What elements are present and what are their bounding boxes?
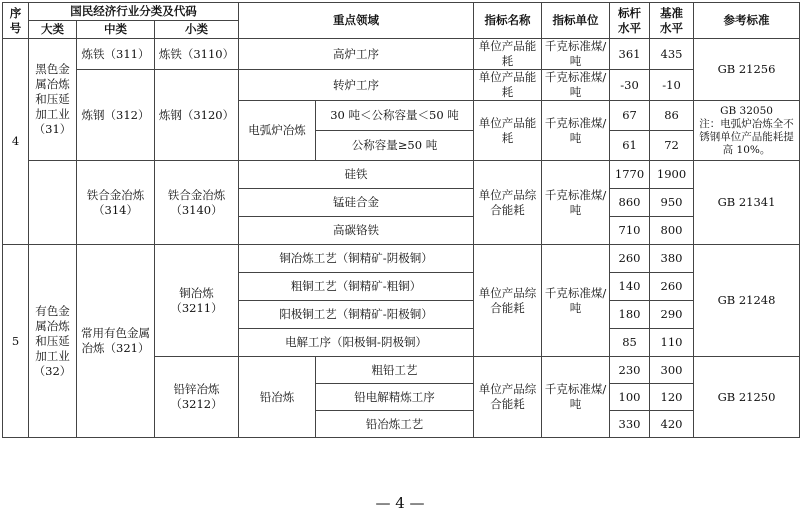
- header-baseline: [650, 3, 694, 39]
- header-indicator: 指标名称: [474, 3, 542, 39]
- baseline-cell: 950: [650, 189, 694, 217]
- benchmark-cell: 67: [610, 101, 650, 131]
- baseline-cell: 72: [650, 131, 694, 161]
- minor-cell: 铅锌冶炼（3212）: [155, 357, 239, 438]
- reference-cell: GB 21250: [694, 357, 800, 438]
- unit-cell: 千克标准煤/吨: [542, 357, 610, 438]
- reference-cell: GB 21248: [694, 245, 800, 357]
- benchmark-cell: 330: [610, 411, 650, 438]
- baseline-cell: -10: [650, 70, 694, 101]
- baseline-cell: 420: [650, 411, 694, 438]
- header-major: 大类: [29, 21, 77, 39]
- table-row: [3, 161, 800, 189]
- header-benchmark-line2: 水平: [618, 20, 642, 35]
- field-cell: 高碳铬铁: [239, 217, 474, 245]
- indicator-cell: 单位产品综合能耗: [474, 245, 542, 357]
- unit-cell: 千克标准煤/吨: [542, 39, 610, 70]
- baseline-cell: 800: [650, 217, 694, 245]
- major-cell-empty: [29, 161, 77, 245]
- header-benchmark-line1: 标杆: [618, 5, 642, 20]
- field-cell: 粗铜工艺（铜精矿-粗铜）: [239, 273, 474, 301]
- header-minor: 小类: [155, 21, 239, 39]
- unit-cell: 千克标准煤/吨: [542, 70, 610, 101]
- field-cell: 铅冶炼: [239, 357, 316, 438]
- header-benchmark: [610, 3, 650, 39]
- baseline-cell: 1900: [650, 161, 694, 189]
- reference-note: 注：电弧炉冶炼全不锈钢单位产品能耗提高 10%。: [699, 117, 794, 156]
- indicator-cell: 单位产品综合能耗: [474, 357, 542, 438]
- minor-cell: 铁合金冶炼（3140）: [155, 161, 239, 245]
- benchmark-cell: 230: [610, 357, 650, 384]
- field-cell: 阳极铜工艺（铜精矿-阳极铜）: [239, 301, 474, 329]
- energy-benchmark-table: [2, 2, 800, 438]
- middle-cell: 铁合金冶炼（314）: [77, 161, 155, 245]
- header-seq: [3, 3, 29, 39]
- indicator-cell: 单位产品能耗: [474, 39, 542, 70]
- baseline-cell: 86: [650, 101, 694, 131]
- reference-cell: [694, 101, 800, 161]
- header-seq-line1: 序: [9, 5, 22, 20]
- baseline-cell: 260: [650, 273, 694, 301]
- benchmark-cell: 860: [610, 189, 650, 217]
- middle-cell: 炼铁（311）: [77, 39, 155, 70]
- reference-cell: GB 21341: [694, 161, 800, 245]
- unit-cell: 千克标准煤/吨: [542, 245, 610, 357]
- benchmark-cell: 180: [610, 301, 650, 329]
- header-row-top: [3, 3, 800, 21]
- header-seq-line2: 号: [9, 20, 22, 35]
- field-subcell: 铅电解精炼工序: [316, 384, 474, 411]
- middle-cell: 常用有色金属冶炼（321）: [77, 245, 155, 438]
- header-baseline-line1: 基准: [660, 5, 684, 20]
- baseline-cell: 300: [650, 357, 694, 384]
- indicator-cell: 单位产品能耗: [474, 70, 542, 101]
- header-baseline-line2: 水平: [660, 20, 684, 35]
- benchmark-cell: 85: [610, 329, 650, 357]
- page-number: — 4 —: [375, 494, 425, 512]
- indicator-cell: 单位产品能耗: [474, 101, 542, 161]
- major-cell: 黑色金属冶炼和压延加工业（31）: [29, 39, 77, 161]
- reference-cell: GB 21256: [694, 39, 800, 101]
- field-subcell: 粗铅工艺: [316, 357, 474, 384]
- field-cell: 电弧炉冶炼: [239, 101, 316, 161]
- benchmark-cell: 710: [610, 217, 650, 245]
- field-cell: 铜冶炼工艺（铜精矿-阴极铜）: [239, 245, 474, 273]
- benchmark-cell: -30: [610, 70, 650, 101]
- benchmark-cell: 61: [610, 131, 650, 161]
- baseline-cell: 290: [650, 301, 694, 329]
- field-subcell: 30 吨＜公称容量＜50 吨: [316, 101, 474, 131]
- benchmark-cell: 361: [610, 39, 650, 70]
- minor-cell: 炼钢（3120）: [155, 70, 239, 161]
- baseline-cell: 120: [650, 384, 694, 411]
- field-cell: 锰硅合金: [239, 189, 474, 217]
- minor-cell: 铜冶炼（3211）: [155, 245, 239, 357]
- table-row: [3, 39, 800, 70]
- reference-code: GB 32050: [720, 104, 773, 117]
- baseline-cell: 110: [650, 329, 694, 357]
- field-cell: 电解工序（阳极铜-阴极铜）: [239, 329, 474, 357]
- benchmark-cell: 140: [610, 273, 650, 301]
- indicator-cell: 单位产品综合能耗: [474, 161, 542, 245]
- unit-cell: 千克标准煤/吨: [542, 101, 610, 161]
- header-reference: 参考标准: [694, 3, 800, 39]
- header-industry: 国民经济行业分类及代码: [29, 3, 239, 21]
- minor-cell: 炼铁（3110）: [155, 39, 239, 70]
- field-subcell: 公称容量≥50 吨: [316, 131, 474, 161]
- header-middle: 中类: [77, 21, 155, 39]
- header-unit: 指标单位: [542, 3, 610, 39]
- energy-benchmark-table-container: [2, 2, 799, 438]
- baseline-cell: 435: [650, 39, 694, 70]
- field-cell: 高炉工序: [239, 39, 474, 70]
- table-row: [3, 245, 800, 273]
- field-subcell: 铅冶炼工艺: [316, 411, 474, 438]
- benchmark-cell: 260: [610, 245, 650, 273]
- benchmark-cell: 1770: [610, 161, 650, 189]
- field-cell: 转炉工序: [239, 70, 474, 101]
- unit-cell: 千克标准煤/吨: [542, 161, 610, 245]
- header-field: 重点领域: [239, 3, 474, 39]
- table-row: [3, 70, 800, 101]
- seq-cell: 4: [3, 39, 29, 245]
- baseline-cell: 380: [650, 245, 694, 273]
- seq-cell: 5: [3, 245, 29, 438]
- major-cell: 有色金属冶炼和压延加工业（32）: [29, 245, 77, 438]
- field-cell: 硅铁: [239, 161, 474, 189]
- middle-cell: 炼钢（312）: [77, 70, 155, 161]
- benchmark-cell: 100: [610, 384, 650, 411]
